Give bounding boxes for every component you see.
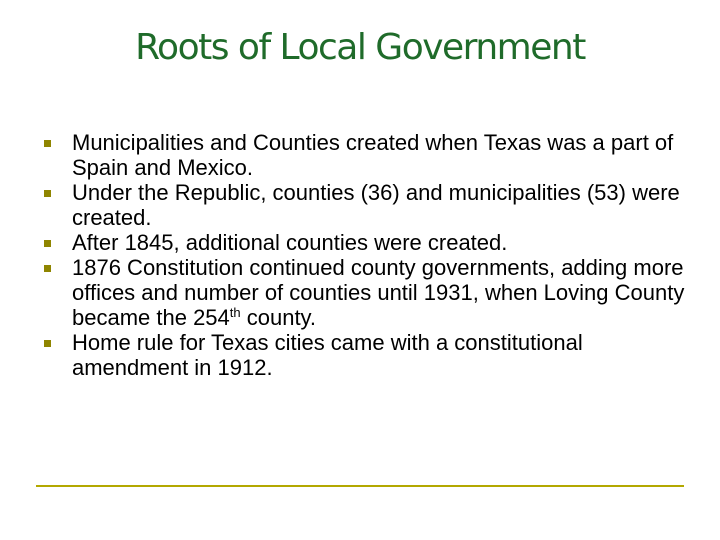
bullet-list (44, 130, 694, 380)
square-bullet-icon (44, 265, 51, 272)
square-bullet-icon (44, 140, 51, 147)
slide-title: Roots of Local Government (135, 27, 585, 68)
bullet-item (44, 130, 694, 180)
square-bullet-icon (44, 340, 51, 347)
bullet-text: Municipalities and Counties created when Texas was a part of Spain and Mexico. (72, 130, 674, 180)
footer-divider (36, 485, 684, 487)
square-bullet-icon (44, 240, 51, 247)
bullet-item (44, 330, 694, 380)
bullet-text: 1876 Constitution continued county governments, adding more offices and number of counties until 1931, when Loving County became the 254 (72, 255, 685, 330)
bullet-item (44, 255, 694, 330)
bullet-text: After 1845, additional counties were created. (72, 230, 508, 255)
ordinal-superscript: th (229, 305, 241, 320)
bullet-item (44, 230, 694, 255)
square-bullet-icon (44, 190, 51, 197)
bullet-text: Home rule for Texas cities came with a constitutional amendment in 1912. (72, 330, 583, 380)
bullet-text: Under the Republic, counties (36) and municipalities (53) were created. (72, 180, 680, 230)
bullet-text-end: county. (240, 305, 317, 330)
bullet-item (44, 180, 694, 230)
